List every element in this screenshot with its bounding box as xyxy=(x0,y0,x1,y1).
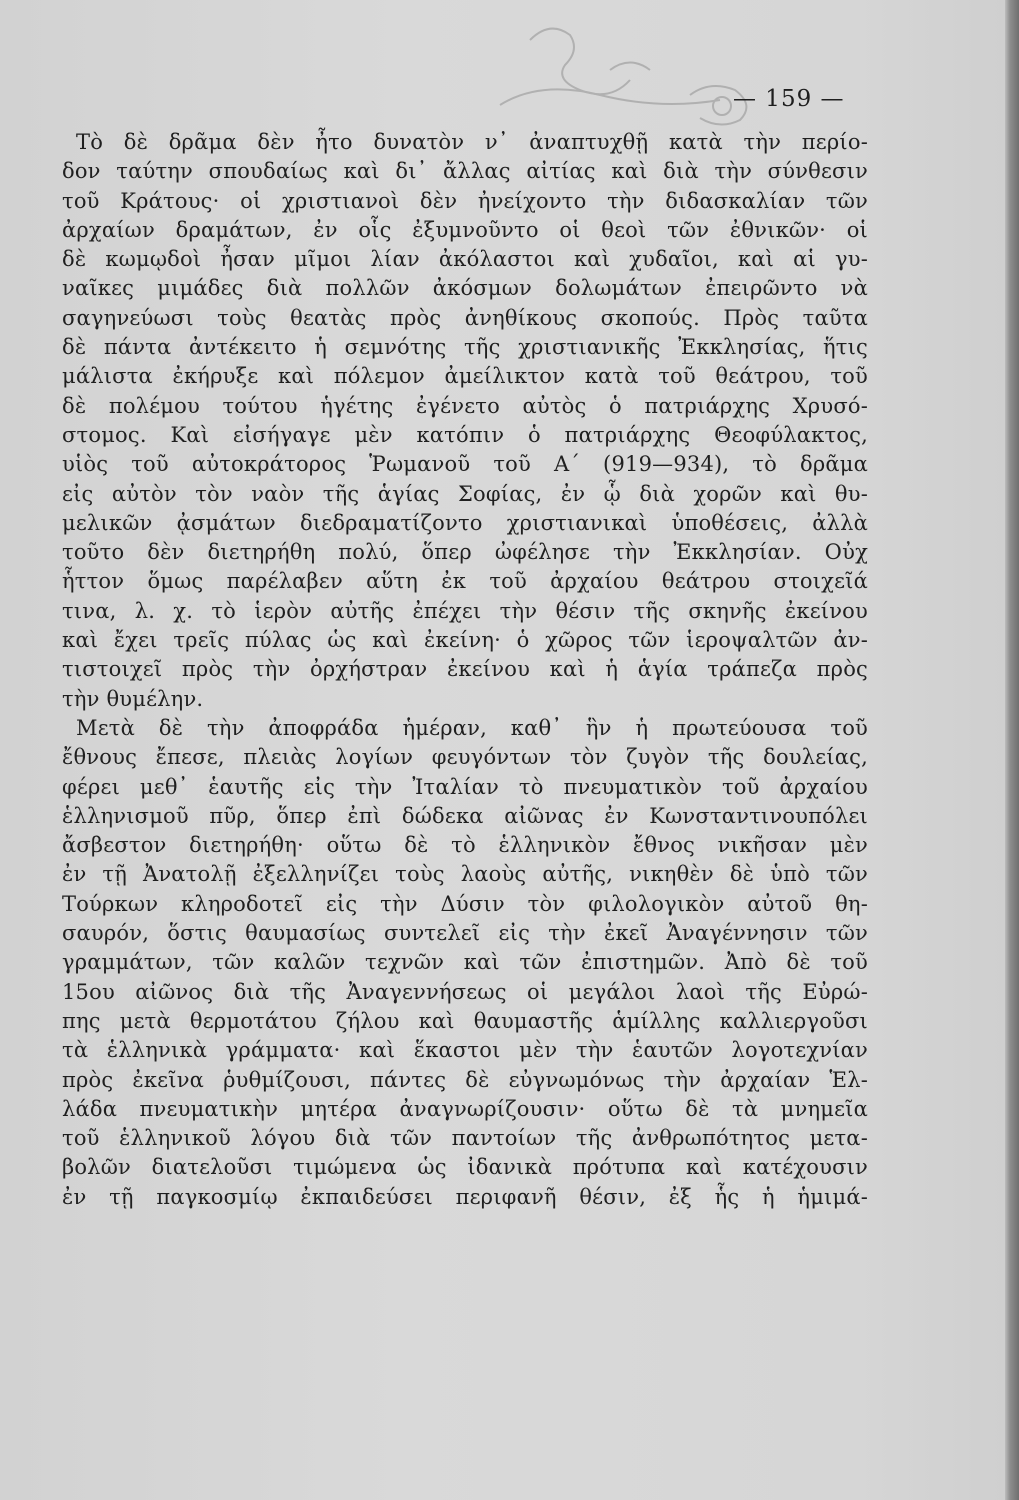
text-line: μάλιστα ἐκήρυξε καὶ πόλεμον ἀμείλικτον κατὰ τοῦ θεάτρου, τοῦ xyxy=(62,364,868,389)
text-line: τιστοιχεῖ πρὸς τὴν ὀρχήστραν ἐκείνου καὶ ἡ ἁγία τράπεζα πρὸς xyxy=(62,657,868,682)
text-line: τινα, λ. χ. τὸ ἱερὸν αὐτῆς ἐπέχει τὴν θέσιν τῆς σκηνῆς ἐκείνου xyxy=(62,598,868,623)
text-line: πρὸς ἐκεῖνα ῥυθμίζουσι, πάντες δὲ εὐγνωμόνως τὴν ἀρχαίαν Ἑλ- xyxy=(62,1067,868,1092)
text-line: ἧττον ὅμως παρέλαβεν αὕτη ἐκ τοῦ ἀρχαίου θεάτρου στοιχεῖά xyxy=(62,569,868,594)
page-edge-shadow xyxy=(1005,0,1019,1500)
text-line: ἑλληνισμοῦ πῦρ, ὅπερ ἐπὶ δώδεκα αἰῶνας ἐν Κωνσταντινουπόλει xyxy=(62,803,868,828)
text-line: Τὸ δὲ δρᾶμα δὲν ἦτο δυνατὸν ν᾿ ἀναπτυχθῇ κατὰ τὴν περίο- xyxy=(76,130,868,154)
text-line: τοῦτο δὲν διετηρήθη πολύ, ὅπερ ὠφέλησε τὴν Ἐκκλησίαν. Οὐχ xyxy=(62,540,868,565)
text-line: ἐν τῇ παγκοσμίῳ ἐκπαιδεύσει περιφανῆ θέσιν, ἐξ ἧς ἡ ἡμιμά- xyxy=(62,1184,868,1209)
text-line: εἰς αὐτὸν τὸν ναὸν τῆς ἁγίας Σοφίας, ἐν ᾧ διὰ χορῶν καὶ θυ- xyxy=(62,481,868,506)
text-line: ναῖκες μιμάδες διὰ πολλῶν ἀκόσμων δολωμάτων ἐπειρῶντο νὰ xyxy=(62,276,868,301)
text-line: σαυρόν, ὅστις θαυμασίως συντελεῖ εἰς τὴν ἐκεῖ Ἀναγέννησιν τῶν xyxy=(62,921,868,946)
text-line: μελικῶν ᾀσμάτων διεδραματίζοντο χριστιανικαὶ ὑποθέσεις, ἀλλὰ xyxy=(62,510,868,535)
text-line: δὲ πάντα ἀντέκειτο ἡ σεμνότης τῆς χριστιανικῆς Ἐκκλησίας, ἥτις xyxy=(62,335,868,360)
text-line: πης μετὰ θερμοτάτου ζήλου καὶ θαυμαστῆς ἁμίλλης καλλιεργοῦσι xyxy=(62,1008,868,1033)
text-line: Τούρκων κληροδοτεῖ εἰς τὴν Δύσιν τὸν φιλολογικὸν αὐτοῦ θη- xyxy=(62,891,868,916)
text-line: τὴν θυμέλην. xyxy=(62,686,204,711)
text-line: γραμμάτων, τῶν καλῶν τεχνῶν καὶ τῶν ἐπιστημῶν. Ἀπὸ δὲ τοῦ xyxy=(62,950,868,975)
text-line: 15ου αἰῶνος διὰ τῆς Ἀναγεννήσεως οἱ μεγάλοι λαοὶ τῆς Εὐρώ- xyxy=(62,979,868,1004)
text-line: σαγηνεύωσι τοὺς θεατὰς πρὸς ἀνηθίκους σκοπούς. Πρὸς ταῦτα xyxy=(62,305,868,330)
text-line: τοῦ Κράτους· οἱ χριστιανοὶ δὲν ἠνείχοντο τὴν διδασκαλίαν τῶν xyxy=(62,188,868,213)
text-line: φέρει μεθ᾿ ἑαυτῆς εἰς τὴν Ἰταλίαν τὸ πνευματικὸν τοῦ ἀρχαίου xyxy=(62,774,868,799)
text-line: δὲ πολέμου τούτου ἡγέτης ἐγένετο αὐτὸς ὁ πατριάρχης Χρυσό- xyxy=(62,393,868,418)
text-line: καὶ ἔχει τρεῖς πύλας ὡς καὶ ἐκείνη· ὁ χῶρος τῶν ἱεροψαλτῶν ἀν- xyxy=(62,628,868,653)
text-line: τοῦ ἑλληνικοῦ λόγου διὰ τῶν παντοίων τῆς ἀνθρωπότητος μετα- xyxy=(62,1126,868,1151)
text-line: στομος. Καὶ εἰσήγαγε μὲν κατόπιν ὁ πατριάρχης Θεοφύλακτος, xyxy=(62,422,868,447)
text-line: ἀρχαίων δραμάτων, ἐν οἷς ἐξυμνοῦντο οἱ θεοὶ τῶν ἐθνικῶν· οἱ xyxy=(62,217,868,242)
text-line: ἐν τῇ Ἀνατολῇ ἐξελληνίζει τοὺς λαοὺς αὐτῆς, νικηθὲν δὲ ὑπὸ τῶν xyxy=(62,862,868,887)
text-line: ἔθνους ἔπεσε, πλειὰς λογίων φευγόντων τὸν ζυγὸν τῆς δουλείας, xyxy=(62,745,868,770)
page-number: — 159 — xyxy=(733,86,845,112)
text-line: υἱὸς τοῦ αὐτοκράτορος Ῥωμανοῦ τοῦ Α΄ (919—934), τὸ δρᾶμα xyxy=(62,452,868,477)
text-line: τὰ ἑλληνικὰ γράμματα· καὶ ἕκαστοι μὲν τὴν ἑαυτῶν λογοτεχνίαν xyxy=(62,1038,868,1063)
text-line: δον ταύτην σπουδαίως καὶ δι᾿ ἄλλας αἰτίας καὶ διὰ τὴν σύνθεσιν xyxy=(62,159,868,184)
text-line: δὲ κωμῳδοὶ ἦσαν μῖμοι λίαν ἀκόλαστοι καὶ χυδαῖοι, καὶ αἱ γυ- xyxy=(62,247,868,272)
body-text xyxy=(62,128,868,1212)
text-line: βολῶν διατελοῦσι τιμώμενα ὡς ἰδανικὰ πρότυπα καὶ κατέχουσιν xyxy=(62,1155,868,1180)
text-line: Μετὰ δὲ τὴν ἀποφράδα ἡμέραν, καθ᾿ ἣν ἡ πρωτεύουσα τοῦ xyxy=(76,715,868,740)
text-line: ἄσβεστον διετηρήθη· οὕτω δὲ τὸ ἑλληνικὸν ἔθνος νικῆσαν μὲν xyxy=(62,833,868,858)
text-line: λάδα πνευματικὴν μητέρα ἀναγνωρίζουσιν· οὕτω δὲ τὰ μνημεῖα xyxy=(62,1096,868,1121)
